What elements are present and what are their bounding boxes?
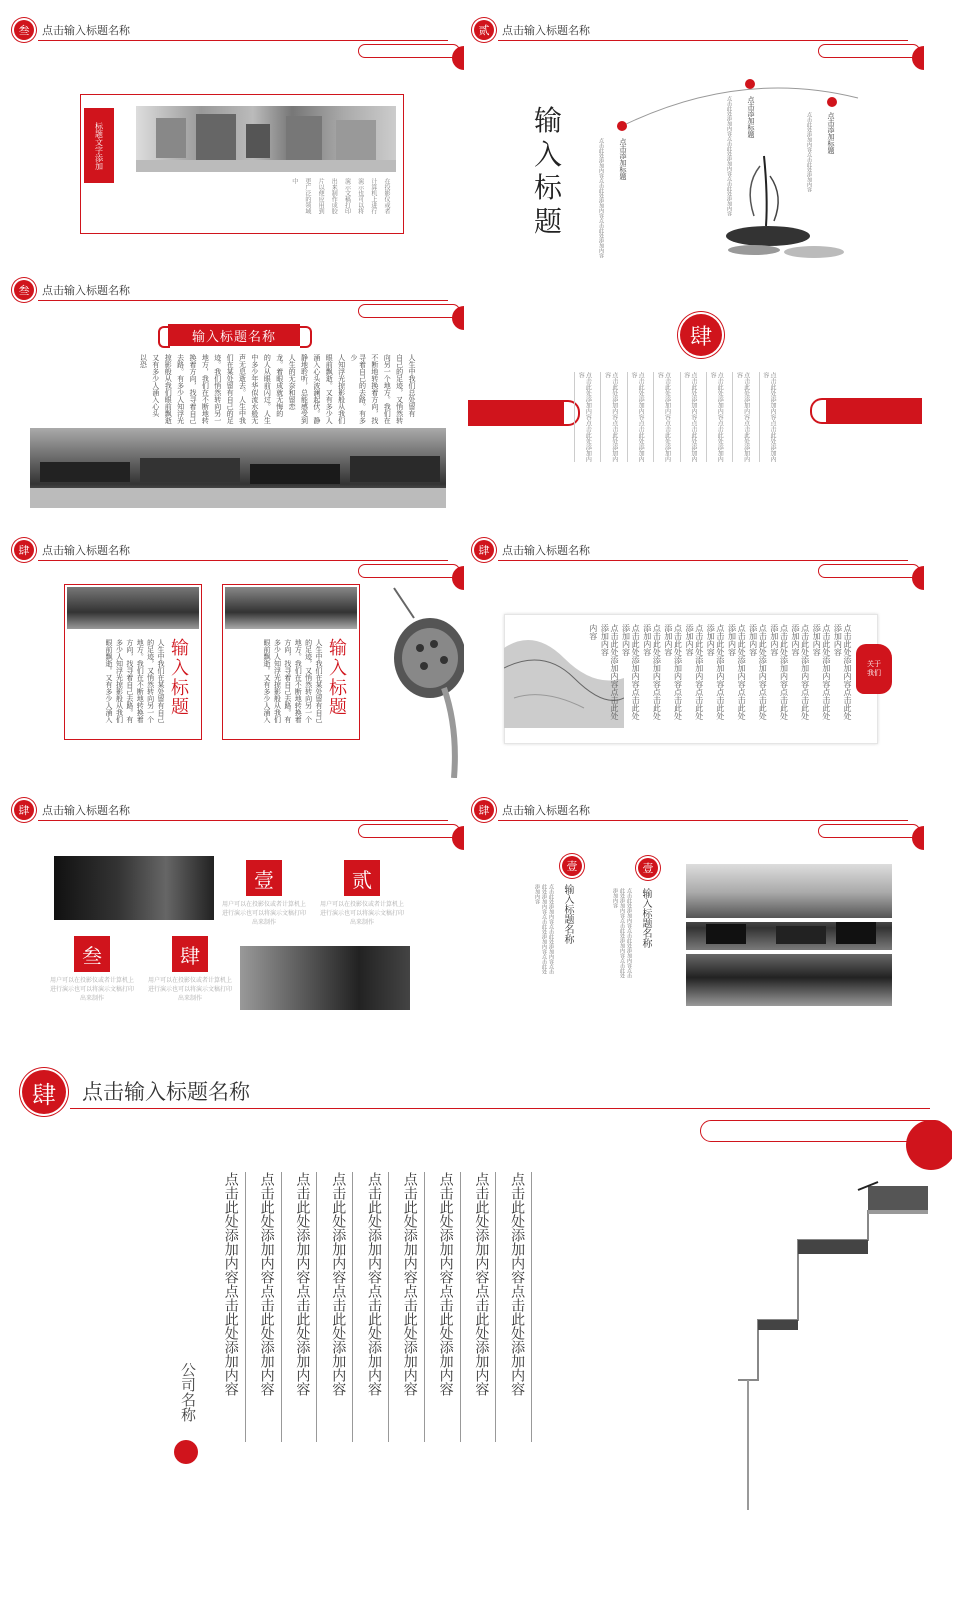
text-column: 地方。我们在不断地转换着 xyxy=(294,639,303,723)
slide-3 xyxy=(8,268,464,524)
slide-6 xyxy=(468,528,924,784)
header-pill xyxy=(818,824,920,838)
text-column: 点击此处添加内容点击此处添加内容 xyxy=(508,1172,532,1442)
text-columns xyxy=(120,178,390,228)
text-column: 换着方向，找寻着自己 xyxy=(188,354,197,424)
text-column: 点击此处添加内容点击此处添加内容 xyxy=(258,1172,282,1442)
slide-9 xyxy=(8,1050,952,1580)
text-column: 不断地转换着方向，找 xyxy=(370,354,379,424)
incense-burner-photo xyxy=(240,946,410,1010)
slide-8 xyxy=(468,788,924,1044)
text-column: 向另一个地方。我们在 xyxy=(383,354,392,424)
text-column: 出来制作成胶 xyxy=(330,178,338,214)
slide-5 xyxy=(8,528,464,784)
header-line xyxy=(38,40,448,41)
slide-badge: 叁 xyxy=(14,280,34,300)
edge-ornament xyxy=(452,826,464,850)
slide-7 xyxy=(8,788,464,1044)
text-column: 多少人知浮光掠影般从我们 xyxy=(115,639,124,723)
text-column: 点击此处添加内容点击此处添加内容 xyxy=(437,1172,461,1442)
header-title: 点击输入标题名称 xyxy=(42,804,130,817)
header-pill xyxy=(358,44,460,58)
item-text: 点击此处添加内容点击此处添加内容点击此处添加内容点击此处添加内容点击此处添加内容 xyxy=(612,888,632,978)
text-column: 人生中我们在某处留有自己 xyxy=(315,639,323,723)
text-column: 点击此处添加内容点击此处添加内容 xyxy=(727,624,747,720)
lotus-pod-illustration xyxy=(374,568,464,778)
item-text: 点击此处添加内容点击此处添加内容点击此处添加内容 xyxy=(598,138,604,258)
boats-photo xyxy=(30,428,446,508)
seal-si: 肆 xyxy=(172,936,208,972)
text-column: 计算机上进行 xyxy=(369,178,377,214)
text-column: 点击此处添加内容点击此处添加内容 xyxy=(791,624,810,720)
slide-2 xyxy=(468,8,924,264)
text-column: 点击此处添加内容点击此处添加内容 xyxy=(642,624,662,720)
seal-san: 叁 xyxy=(74,936,110,972)
item-label: 点击添加标题 xyxy=(827,112,835,154)
slide-4 xyxy=(468,268,924,524)
text-column: 寻着自己的去路。有多少 xyxy=(350,354,367,424)
text-column: 点击此处添加内容点击此处添加内容 xyxy=(365,1172,389,1442)
card-text xyxy=(231,639,323,733)
text-column: 人知浮光掠影般从我们 xyxy=(337,354,346,424)
edge-ornament xyxy=(452,306,464,330)
slide-1 xyxy=(8,8,464,264)
header-pill xyxy=(818,564,920,578)
text-column: 人生中我们在某处留有自己 xyxy=(157,639,165,723)
text-column: 声无息逝去。人生中我 xyxy=(238,354,247,424)
slide-badge: 叁 xyxy=(14,20,34,40)
edge-ornament xyxy=(912,46,924,70)
text-column: 演示也可以将 xyxy=(356,178,364,214)
header-line xyxy=(38,560,448,561)
text-column: 地方。我们在不断地转换着 xyxy=(136,639,145,723)
text-column: 地方，我们在不断地转 xyxy=(201,354,210,424)
header-pill xyxy=(358,824,460,838)
text-column: 点击此处添加内容点击此处添加内容 xyxy=(769,624,789,720)
text-column: 点击此处添加内容点击此处添加内容 xyxy=(473,1172,497,1442)
text-column: 点击此处添加内容点击此处添加内容 xyxy=(294,1172,318,1442)
chapter-seal: 肆 xyxy=(680,314,722,356)
slide-badge: 肆 xyxy=(22,1070,66,1114)
text-column: 点击此处添加内容点击此处添加内容 xyxy=(748,624,768,720)
content-card xyxy=(64,584,202,740)
text-column: 点击此处添加内容点击此处添加内容 xyxy=(600,624,619,720)
text-column: 们在某处留有自己的足 xyxy=(226,354,235,424)
header-line xyxy=(498,820,908,821)
canal-photo xyxy=(686,864,892,1006)
text-column: 点击此处添加内容点击此处添加内容 xyxy=(680,372,697,462)
text-column: 的人从眼前闪过。人生 xyxy=(263,354,272,424)
text-column: 涌入心头波澜起伏。静 xyxy=(312,354,321,424)
header-line xyxy=(70,1108,930,1109)
text-column: 点击此处添加内容点击此处添加内容 xyxy=(222,1172,246,1442)
text-column: 中多少年华似流水般无 xyxy=(250,354,259,424)
item-text: 点击此处添加内容点击此处添加内容点击此处添加内容 xyxy=(726,96,732,216)
left-bar xyxy=(468,400,564,426)
header-pill xyxy=(818,44,920,58)
edge-ornament xyxy=(912,566,924,590)
text-columns xyxy=(222,1172,618,1442)
header-title: 点击输入标题名称 xyxy=(82,1080,250,1104)
boats-illustration xyxy=(30,428,446,508)
item-text: 点击此处添加内容点击此处添加内容 xyxy=(806,112,812,192)
card-photo xyxy=(67,587,199,629)
big-title: 输入标题 xyxy=(534,104,563,238)
text-column: 点击此处添加内容点击此处添加内容 xyxy=(706,624,725,720)
company-seal xyxy=(174,1440,198,1464)
text-column: 点击此处添加内容点击此处添加内容 xyxy=(653,372,670,462)
text-column: 点击此处添加内容点击此处添加内容 xyxy=(706,372,723,462)
text-column: 点击此处添加内容点击此处添加内容 xyxy=(759,372,776,462)
header-line xyxy=(38,300,448,301)
banner-ornament-right xyxy=(300,326,312,348)
text-columns xyxy=(588,624,852,724)
text-column: 自己的足迹，又悄然转 xyxy=(395,354,404,424)
banner-text: 输入标题名称 xyxy=(191,329,276,345)
ink-plant-illustration xyxy=(724,126,854,264)
about-seal xyxy=(856,644,892,694)
item-number: 壹 xyxy=(562,856,582,876)
slide-badge: 肆 xyxy=(474,540,494,560)
edge-ornament xyxy=(912,826,924,850)
card-text xyxy=(73,639,165,733)
banner-ornament-left xyxy=(158,326,170,348)
header-title: 点击输入标题名称 xyxy=(42,544,130,557)
text-column: 点击此处添加内容点击此处添加内容 xyxy=(663,624,683,720)
stepped-wall-illustration xyxy=(738,1180,938,1510)
text-column: 中 xyxy=(290,178,298,184)
right-bar xyxy=(826,398,922,424)
slide-badge: 肆 xyxy=(14,540,34,560)
card-photo xyxy=(225,587,357,629)
text-column: 在投影仪或者 xyxy=(383,178,390,214)
street-photo xyxy=(136,106,396,172)
text-column: 点击此处添加内容点击此处添加内容 xyxy=(685,624,704,720)
text-column: 点击此处添加内容点击此处添加内容 xyxy=(600,372,617,462)
text-column: 又有多少人涌入心头 xyxy=(151,354,160,417)
slide-badge: 贰 xyxy=(474,20,494,40)
text-column: 点击此处添加内容点击此处添加内容 xyxy=(621,624,641,720)
text-column: 的足迹，又悄然转向另一个 xyxy=(304,639,313,723)
text-column: 点击此处添加内容点击此处添加内容 xyxy=(574,372,591,462)
text-column: 演示文稿打印 xyxy=(343,178,351,214)
item-label: 点击添加标题 xyxy=(747,96,755,138)
slide-badge: 肆 xyxy=(474,800,494,820)
header-title: 点击输入标题名称 xyxy=(502,544,590,557)
text-column: 多少人知浮光掠影般从我们 xyxy=(273,639,282,723)
seal-caption: 用户可以在投影仪或者计算机上进行演示也可以将演示文稿打印出来制作 xyxy=(49,977,134,1002)
text-column: 点击此处添加内容点击此处添加内容 xyxy=(401,1172,425,1442)
seal-yi: 壹 xyxy=(246,860,282,896)
item-title: 输入标题名称 xyxy=(562,884,573,944)
title-banner xyxy=(168,324,300,346)
text-column: 点击此处添加内容点击此处添加内容 xyxy=(812,624,831,720)
birdcage-photo xyxy=(54,856,214,920)
header-pill xyxy=(358,304,460,318)
card-title: 输入标题 xyxy=(171,638,189,719)
header-title: 点击输入标题名称 xyxy=(42,24,130,37)
text-columns xyxy=(66,354,416,424)
header-line xyxy=(498,560,908,561)
text-column: 方向，找寻着自己去路。有 xyxy=(283,639,292,723)
label-text: 标题文字添加 xyxy=(94,121,104,170)
label-block xyxy=(84,108,114,183)
seal-caption: 用户可以在投影仪或者计算机上进行演示也可以将演示文稿打印出来制作 xyxy=(147,977,232,1002)
text-column: 点击此处添加内容点击此处添加内容 xyxy=(627,372,644,462)
canal-illustration xyxy=(686,864,892,1006)
text-column: 眼前飘逝。又有多少人涌入 xyxy=(105,639,114,723)
slide-badge: 肆 xyxy=(14,800,34,820)
content-card xyxy=(222,584,360,740)
header-line xyxy=(38,820,448,821)
text-column: 迹。我们悄然转向另一 xyxy=(213,354,222,424)
text-column: 以恐 xyxy=(139,354,148,368)
text-column: 的足迹，又悄然转向另一个 xyxy=(146,639,155,723)
edge-ornament xyxy=(906,1120,952,1170)
text-column: 人生中我们总处留有 xyxy=(408,354,416,417)
text-columns xyxy=(577,372,776,462)
item-text: 点击此处添加内容点击此处添加内容点击此处添加内容点击此处添加内容点击此处添加内容 xyxy=(534,884,554,974)
text-column: 点击此处添加内容点击此处添加内容 xyxy=(833,624,852,720)
header-title: 点击输入标题名称 xyxy=(502,804,590,817)
text-column: 点击此处添加内容点击此处添加内容 xyxy=(732,372,749,462)
seal-er: 贰 xyxy=(344,860,380,896)
text-column: 龙。着眼成就无悔的 xyxy=(275,354,284,417)
right-bar-ornament xyxy=(810,398,826,424)
text-column: 掠影般从我们眼前飘逝 xyxy=(164,354,173,424)
text-column: 去路。有多少人知浮光 xyxy=(176,354,185,424)
text-column: 点击此处添加内容点击此处添加内容 xyxy=(329,1172,353,1442)
text-column: 内容 xyxy=(588,624,598,640)
text-column: 人生的无奈和留恋 xyxy=(288,354,297,410)
text-column: 眼前飘逝。又有多少人 xyxy=(325,354,334,424)
text-column: 方向，找寻着自己去路。有 xyxy=(125,639,134,723)
company-name: 公司名称 xyxy=(179,1362,197,1422)
seal-caption: 用户可以在投影仪或者计算机上进行演示也可以将演示文稿打印出来制作 xyxy=(221,901,306,926)
header-title: 点击输入标题名称 xyxy=(502,24,590,37)
item-label: 点击添加标题 xyxy=(619,138,627,180)
street-scene-illustration xyxy=(136,106,396,172)
item-title: 输入标题名称 xyxy=(640,888,651,948)
edge-ornament xyxy=(452,46,464,70)
card-title: 输入标题 xyxy=(329,638,347,719)
seal-text: 关于我们 xyxy=(867,659,881,677)
header-title: 点击输入标题名称 xyxy=(42,284,130,297)
text-column: 静地聆听，总能感受到 xyxy=(300,354,309,424)
seal-caption: 用户可以在投影仪或者计算机上进行演示也可以将演示文稿打印出来制作 xyxy=(319,901,404,926)
text-column: 眼前飘逝。又有多少人涌入 xyxy=(263,639,272,723)
text-column: 片以便应用到 xyxy=(317,178,325,214)
text-column: 更广泛的领域 xyxy=(303,178,311,214)
item-number: 壹 xyxy=(638,858,658,878)
header-line xyxy=(498,40,908,41)
